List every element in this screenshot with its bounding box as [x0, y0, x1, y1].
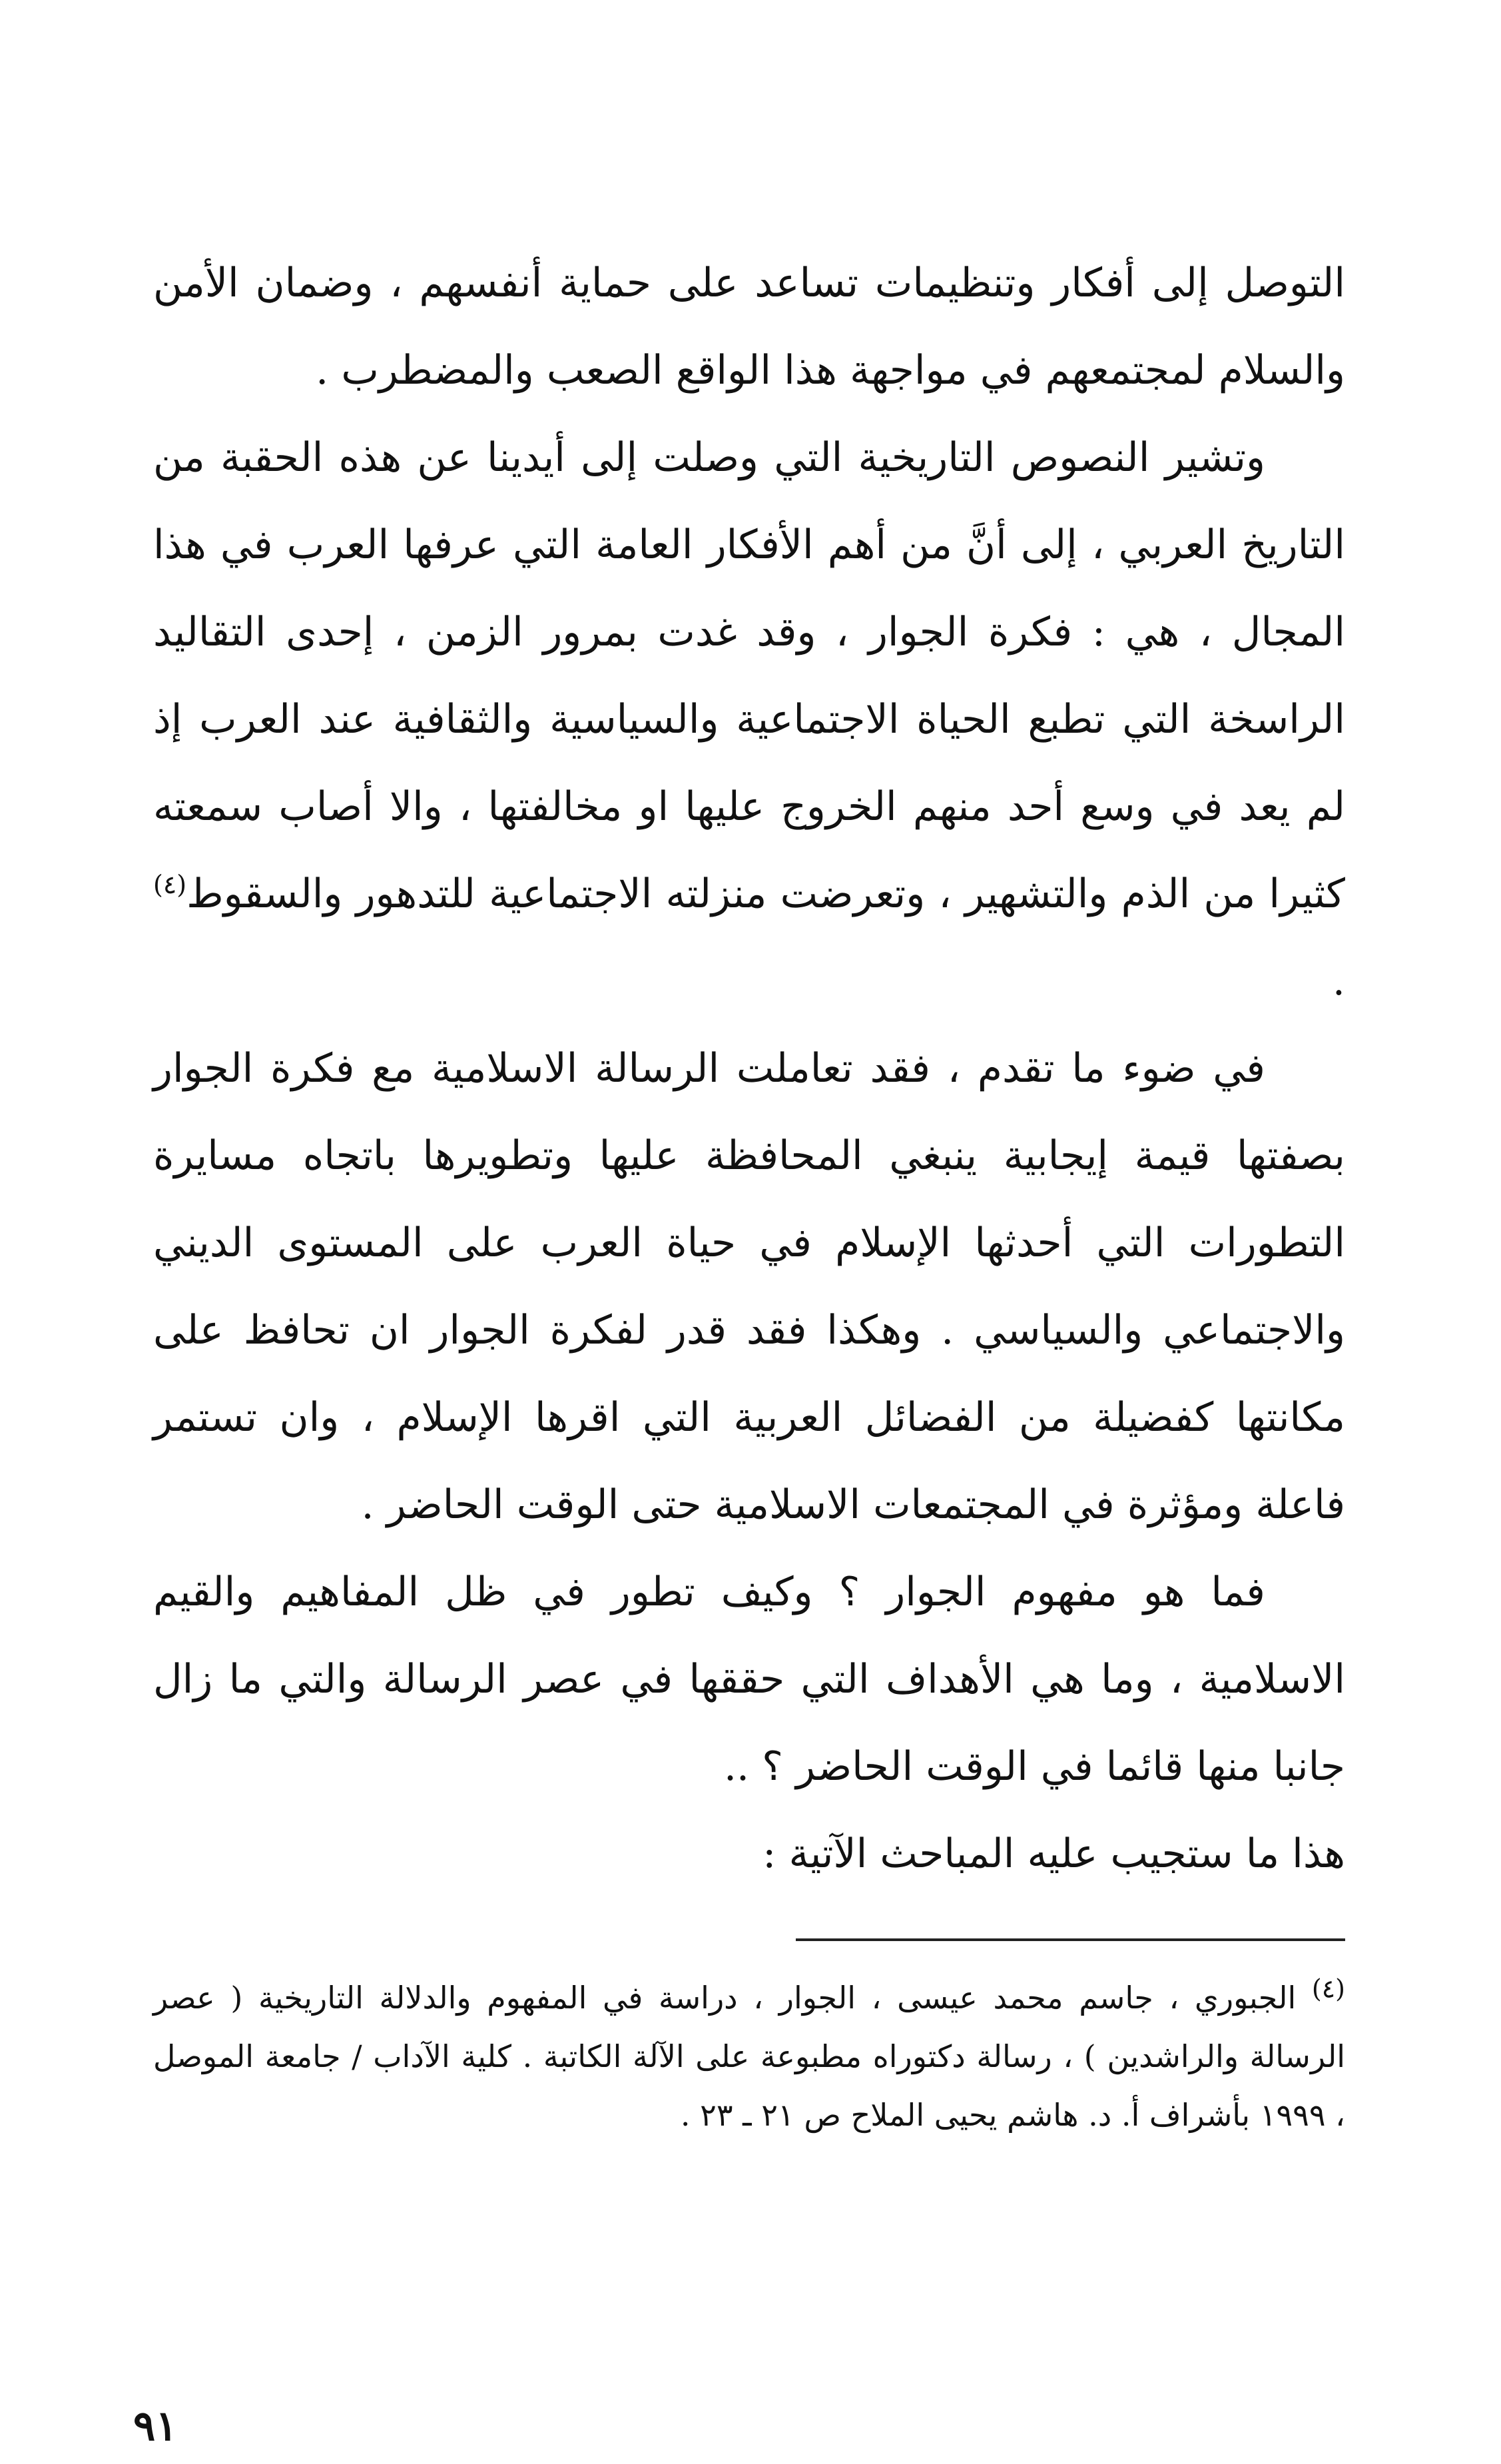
footnote-separator — [796, 1938, 1345, 1941]
footnote-reference: (٤) — [153, 870, 187, 899]
paragraph-3: في ضوء ما تقدم ، فقد تعاملت الرسالة الاسلامية مع فكرة الجوار بصفتها قيمة إيجابية ينبغي المحافظة عليها وتطويرها باتجاه مسايرة التطورات التي أحدثها الإسلام في حياة العرب على المستوى الديني والاجتماعي والسياسي . وهكذا فقد قدر لفكرة الجوار ان تحافظ على مكانتها كفضيلة من الفضائل العربية التي اقرها الإسلام ، وان تستمر فاعلة ومؤثرة في المجتمعات الاسلامية حتى الوقت الحاضر . — [153, 1045, 1345, 1528]
paragraph-2-text: وتشير النصوص التاريخية التي وصلت إلى أيدينا عن هذه الحقبة من التاريخ العربي ، إلى أنَّ من أهم الأفكار العامة التي عرفها العرب في هذا المجال ، هي : فكرة الجوار ، وقد غدت بمرور الزمن ، إحدى التقاليد الراسخة التي تطبع الحياة الاجتماعية والسياسية والثقافية عند العرب إذ لم يعد في وسع أحد منهم الخروج عليها او مخالفتها ، والا أصاب سمعته كثيرا من الذم والتشهير ، وتعرضت منزلته الاجتماعية للتدهور والسقوط — [153, 434, 1345, 917]
paragraph-2-end: . — [1332, 958, 1345, 1005]
footnote — [153, 1968, 1345, 2144]
body-text — [153, 240, 1345, 1898]
footnote-text: الجبوري ، جاسم محمد عيسى ، الجوار ، دراسة في المفهوم والدلالة التاريخية ( عصر الرسالة والراشدين ) ، رسالة دكتوراه مطبوعة على الآلة الكاتبة . كلية الآداب / جامعة الموصل ، ١٩٩٩ بأشراف أ. د. هاشم يحيى الملاح ص ٢١ ـ ٢٣ . — [153, 1980, 1345, 2133]
paragraph-2 — [153, 414, 1345, 1025]
paragraph-1: التوصل إلى أفكار وتنظيمات تساعد على حماية أنفسهم ، وضمان الأمن والسلام لمجتمعهم في مواجهة هذا الواقع الصعب والمضطرب . — [153, 260, 1345, 394]
footnote-marker: (٤) — [1311, 1974, 1345, 2004]
paragraph-4: فما هو مفهوم الجوار ؟ وكيف تطور في ظل المفاهيم والقيم الاسلامية ، وما هي الأهداف التي حققها في عصر الرسالة والتي ما زال جانبا منها قائما في الوقت الحاضر ؟ .. — [153, 1569, 1345, 1790]
paragraph-5: هذا ما ستجيب عليه المباحث الآتية : — [762, 1831, 1345, 1877]
page-number: ٩١ — [133, 2401, 178, 2450]
footnote-entry — [153, 1968, 1345, 2144]
